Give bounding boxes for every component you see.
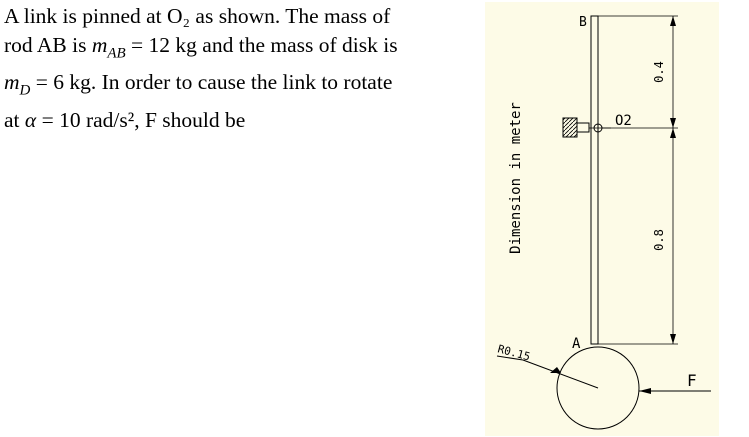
label-radius: R0.15 [496,342,532,364]
problem-line-4: at α = 10 rad/s², F should be [4,107,246,132]
problem-line-2: rod AB is $m_{AB} = 12$ kg and the mass of disk is [4,33,398,62]
label-o2: O2 [615,113,632,129]
link-diagram [485,2,719,436]
problem-statement [4,2,474,135]
dimension-upper-value: 0.4 [652,61,666,83]
units-note: Dimension in meter [508,102,524,254]
label-f: F [687,371,697,390]
label-a: A [572,336,581,352]
problem-line-1: A link is pinned at O₂ as shown. The mass of [4,4,391,28]
problem-line-3: $m_D = 6$ kg. In order to cause the link to rotate [4,70,393,99]
dimension-lower-value: 0.8 [652,229,666,251]
label-b: B [579,15,587,30]
